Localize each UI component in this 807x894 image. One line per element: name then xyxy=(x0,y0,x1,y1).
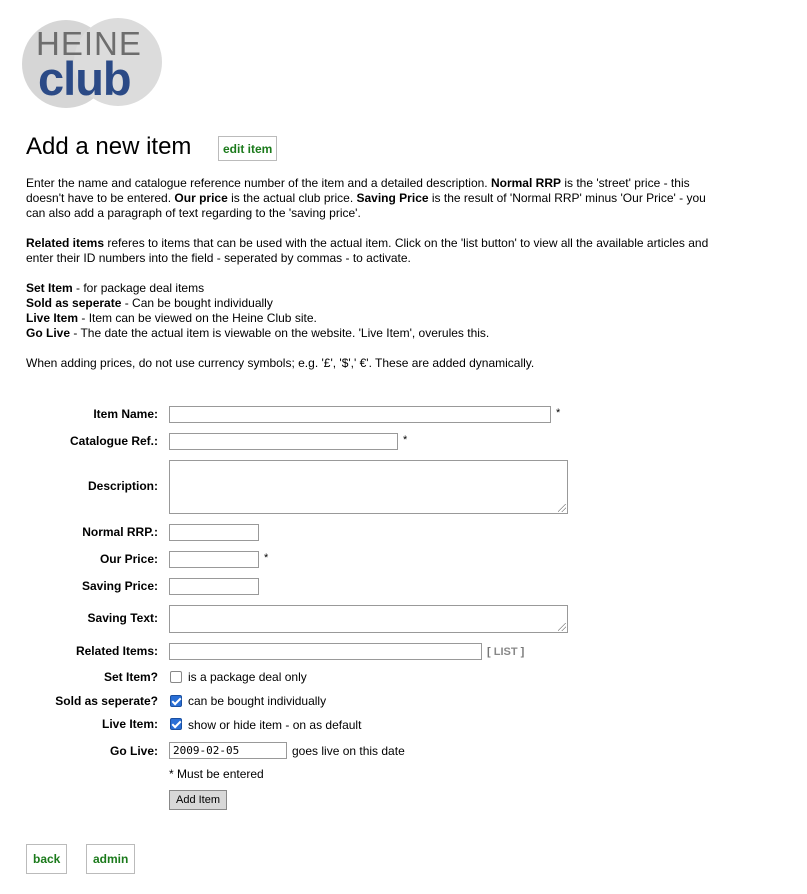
logo-text-club: club xyxy=(38,52,131,105)
back-button-label: back xyxy=(33,852,61,866)
intro-text: is the result of 'Normal RRP' minus 'Our Price' - you can also add a paragraph of text regarding to the 'saving price'. xyxy=(26,191,706,220)
description-label: Description: xyxy=(87,479,158,493)
admin-button-label: admin xyxy=(93,852,129,866)
set-item-checkbox[interactable] xyxy=(170,671,182,683)
go-live-label: Go Live: xyxy=(109,744,158,758)
intro-text: - Can be bought individually xyxy=(121,296,273,310)
related-items-input[interactable] xyxy=(169,643,482,660)
edit-item-label: edit item xyxy=(223,141,273,156)
required-marker: * xyxy=(403,434,408,446)
intro-text: Enter the name and catalogue reference number of the item and a detailed description. xyxy=(26,176,491,190)
catalogue-ref-input[interactable] xyxy=(169,433,398,450)
normal-rrp-label: Normal RRP.: xyxy=(82,525,158,539)
intro-paragraph-related xyxy=(26,236,726,266)
saving-text-label: Saving Text: xyxy=(87,611,158,625)
set-item-label: Set Item? xyxy=(103,670,158,684)
live-item-text: show or hide item - on as default xyxy=(188,718,362,732)
intro-text: is the 'street' price - this doesn't have to be entered. xyxy=(26,176,690,205)
live-item-checkbox[interactable] xyxy=(170,718,182,730)
page-title: Add a new item xyxy=(26,133,192,160)
intro-term: Saving Price xyxy=(356,191,429,205)
list-button[interactable] xyxy=(487,646,524,658)
intro-paragraph-prices xyxy=(26,176,726,221)
intro-text: - for package deal items xyxy=(72,281,205,295)
admin-button[interactable] xyxy=(86,844,135,874)
intro-term: Related items xyxy=(26,236,105,250)
related-items-label: Related Items: xyxy=(75,644,158,658)
bracket-close: ] xyxy=(520,646,525,658)
intro-term: Go Live xyxy=(26,326,71,340)
intro-term: Our price xyxy=(174,191,228,205)
intro-text: - The date the actual item is viewable on the website. 'Live Item', overules this. xyxy=(70,326,490,340)
required-marker: * xyxy=(264,552,269,564)
sold-separate-label: Sold as seperate? xyxy=(55,694,158,708)
intro-term: Sold as seperate xyxy=(26,296,122,310)
normal-rrp-input[interactable] xyxy=(169,524,259,541)
saving-price-input[interactable] xyxy=(169,578,259,595)
live-item-label: Live Item: xyxy=(101,717,158,731)
back-button[interactable] xyxy=(26,844,67,874)
resize-grip-icon[interactable] xyxy=(558,623,566,631)
intro-term: Live Item xyxy=(26,311,79,325)
bracket-open: [ xyxy=(487,646,491,658)
intro-text: is the actual club price. xyxy=(227,191,357,205)
edit-item-button[interactable] xyxy=(218,136,277,161)
go-live-date-input[interactable] xyxy=(169,742,287,759)
intro-text: referes to items that can be used with the actual item. Click on the 'list button' to view all the available articles and enter their ID numbers into the field - seperated by commas - to activate. xyxy=(26,236,709,265)
heine-club-logo xyxy=(22,18,164,110)
list-button-label: LIST xyxy=(493,646,518,658)
sold-separate-text: can be bought individually xyxy=(188,694,327,708)
intro-term: Normal RRP xyxy=(490,176,561,190)
set-item-text: is a package deal only xyxy=(188,670,307,684)
required-marker: * xyxy=(556,407,561,419)
required-note: * Must be entered xyxy=(169,767,264,781)
item-name-label: Item Name: xyxy=(93,407,158,421)
intro-text: - Item can be viewed on the Heine Club site. xyxy=(78,311,317,325)
go-live-text: goes live on this date xyxy=(292,744,405,758)
sold-separate-checkbox[interactable] xyxy=(170,695,182,707)
intro-paragraph-flags xyxy=(26,281,726,341)
add-item-button[interactable]: Add Item xyxy=(169,790,227,810)
logo-text-heine: HEINE xyxy=(36,25,142,62)
item-name-input[interactable] xyxy=(169,406,551,423)
our-price-label: Our Price: xyxy=(99,552,158,566)
our-price-input[interactable] xyxy=(169,551,259,568)
catalogue-ref-label: Catalogue Ref.: xyxy=(69,434,158,448)
intro-term: Set Item xyxy=(26,281,73,295)
description-textarea[interactable] xyxy=(169,460,568,514)
saving-text-textarea[interactable] xyxy=(169,605,568,633)
saving-price-label: Saving Price: xyxy=(81,579,158,593)
intro-paragraph-currency: When adding prices, do not use currency symbols; e.g. '£', '$',' €'. These are added dynamically. xyxy=(26,356,535,370)
resize-grip-icon[interactable] xyxy=(558,504,566,512)
